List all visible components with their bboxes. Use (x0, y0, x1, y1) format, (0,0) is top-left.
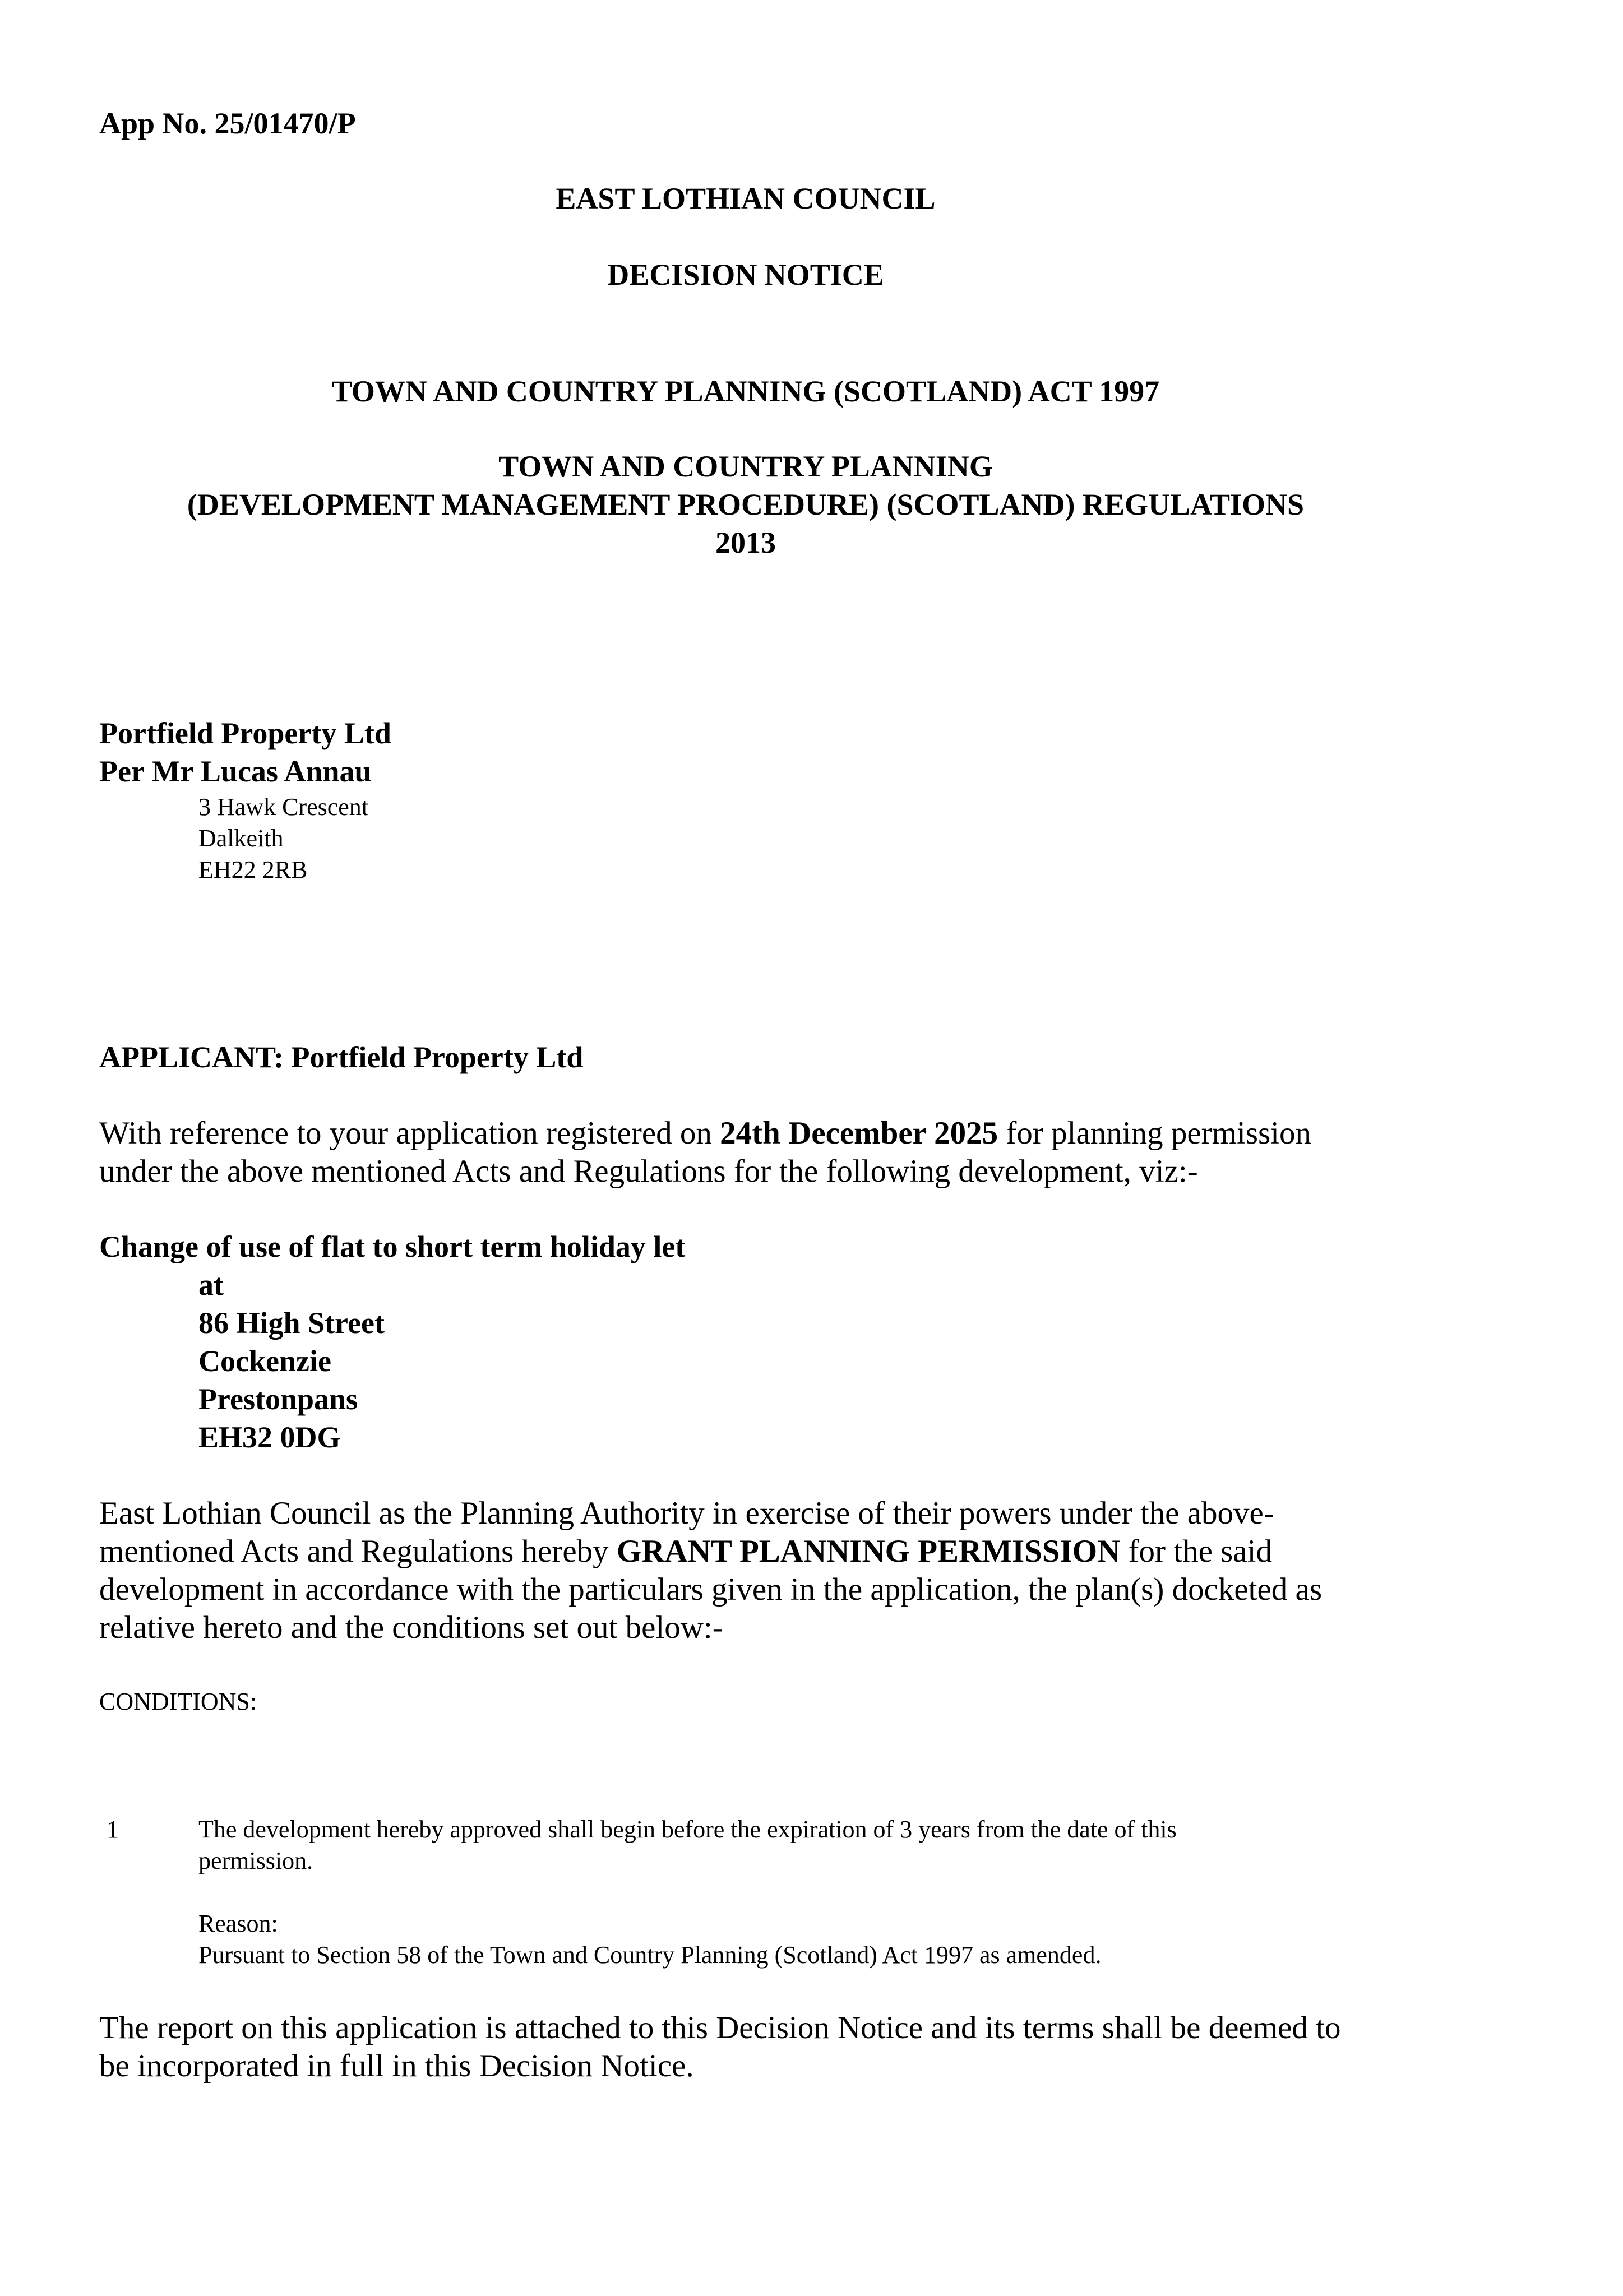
location-line-2: Cockenzie (198, 1344, 331, 1378)
condition-text-line-1: The development hereby approved shall begin before the expiration of 3 years from the date of this (198, 1816, 1177, 1843)
registration-date: 24th December 2025 (720, 1115, 998, 1151)
report-line-1: The report on this application is attached to this Decision Notice and its terms shall be deemed to (99, 2010, 1341, 2045)
address-line-3: EH22 2RB (198, 856, 308, 883)
regulations-line-2: (DEVELOPMENT MANAGEMENT PROCEDURE) (SCOTLAND) REGULATIONS (187, 488, 1305, 521)
location-line-3: Prestonpans (198, 1382, 358, 1416)
condition-reason-label: Reason: (198, 1910, 278, 1937)
address-line-1: 3 Hawk Crescent (198, 793, 369, 821)
reference-line-1 (99, 1114, 1311, 1152)
decision-line-1: East Lothian Council as the Planning Authority in exercise of their powers under the above- (99, 1496, 1274, 1531)
addressee-company: Portfield Property Ltd (99, 716, 391, 750)
reference-post: for planning permission (998, 1115, 1312, 1151)
report-line-2: be incorporated in full in this Decision Notice. (99, 2048, 694, 2084)
decision-line-2-pre: mentioned Acts and Regulations hereby (99, 1534, 617, 1569)
condition-text-line-2: permission. (198, 1847, 313, 1874)
location-line-4: EH32 0DG (198, 1420, 341, 1454)
decision-line-2-post: for the said (1120, 1534, 1272, 1569)
conditions-heading: CONDITIONS: (99, 1688, 257, 1715)
address-line-2: Dalkeith (198, 825, 284, 852)
council-name: EAST LOTHIAN COUNCIL (556, 182, 936, 215)
condition-reason-text: Pursuant to Section 58 of the Town and Country Planning (Scotland) Act 1997 as amended. (198, 1941, 1102, 1969)
grant-permission: GRANT PLANNING PERMISSION (616, 1534, 1121, 1569)
reference-pre: With reference to your application registered on (99, 1115, 720, 1151)
act-title: TOWN AND COUNTRY PLANNING (SCOTLAND) ACT 1997 (331, 374, 1160, 408)
applicant-label: APPLICANT: Portfield Property Ltd (99, 1040, 584, 1074)
regulations-line-1: TOWN AND COUNTRY PLANNING (498, 450, 993, 483)
location-line-1: 86 High Street (198, 1306, 385, 1340)
decision-line-3: development in accordance with the particulars given in the application, the plan(s) docketed as (99, 1572, 1323, 1607)
development-at: at (198, 1268, 224, 1302)
decision-line-2 (99, 1533, 1272, 1571)
condition-number: 1 (107, 1816, 119, 1843)
notice-title: DECISION NOTICE (607, 258, 884, 291)
addressee-agent: Per Mr Lucas Annau (99, 754, 372, 788)
app-number: App No. 25/01470/P (99, 107, 356, 140)
reference-line-2: under the above mentioned Acts and Regulations for the following development, viz:- (99, 1154, 1198, 1189)
development-description: Change of use of flat to short term holiday let (99, 1230, 686, 1263)
decision-line-4: relative hereto and the conditions set out below:- (99, 1610, 723, 1645)
regulations-line-3: 2013 (715, 526, 776, 559)
